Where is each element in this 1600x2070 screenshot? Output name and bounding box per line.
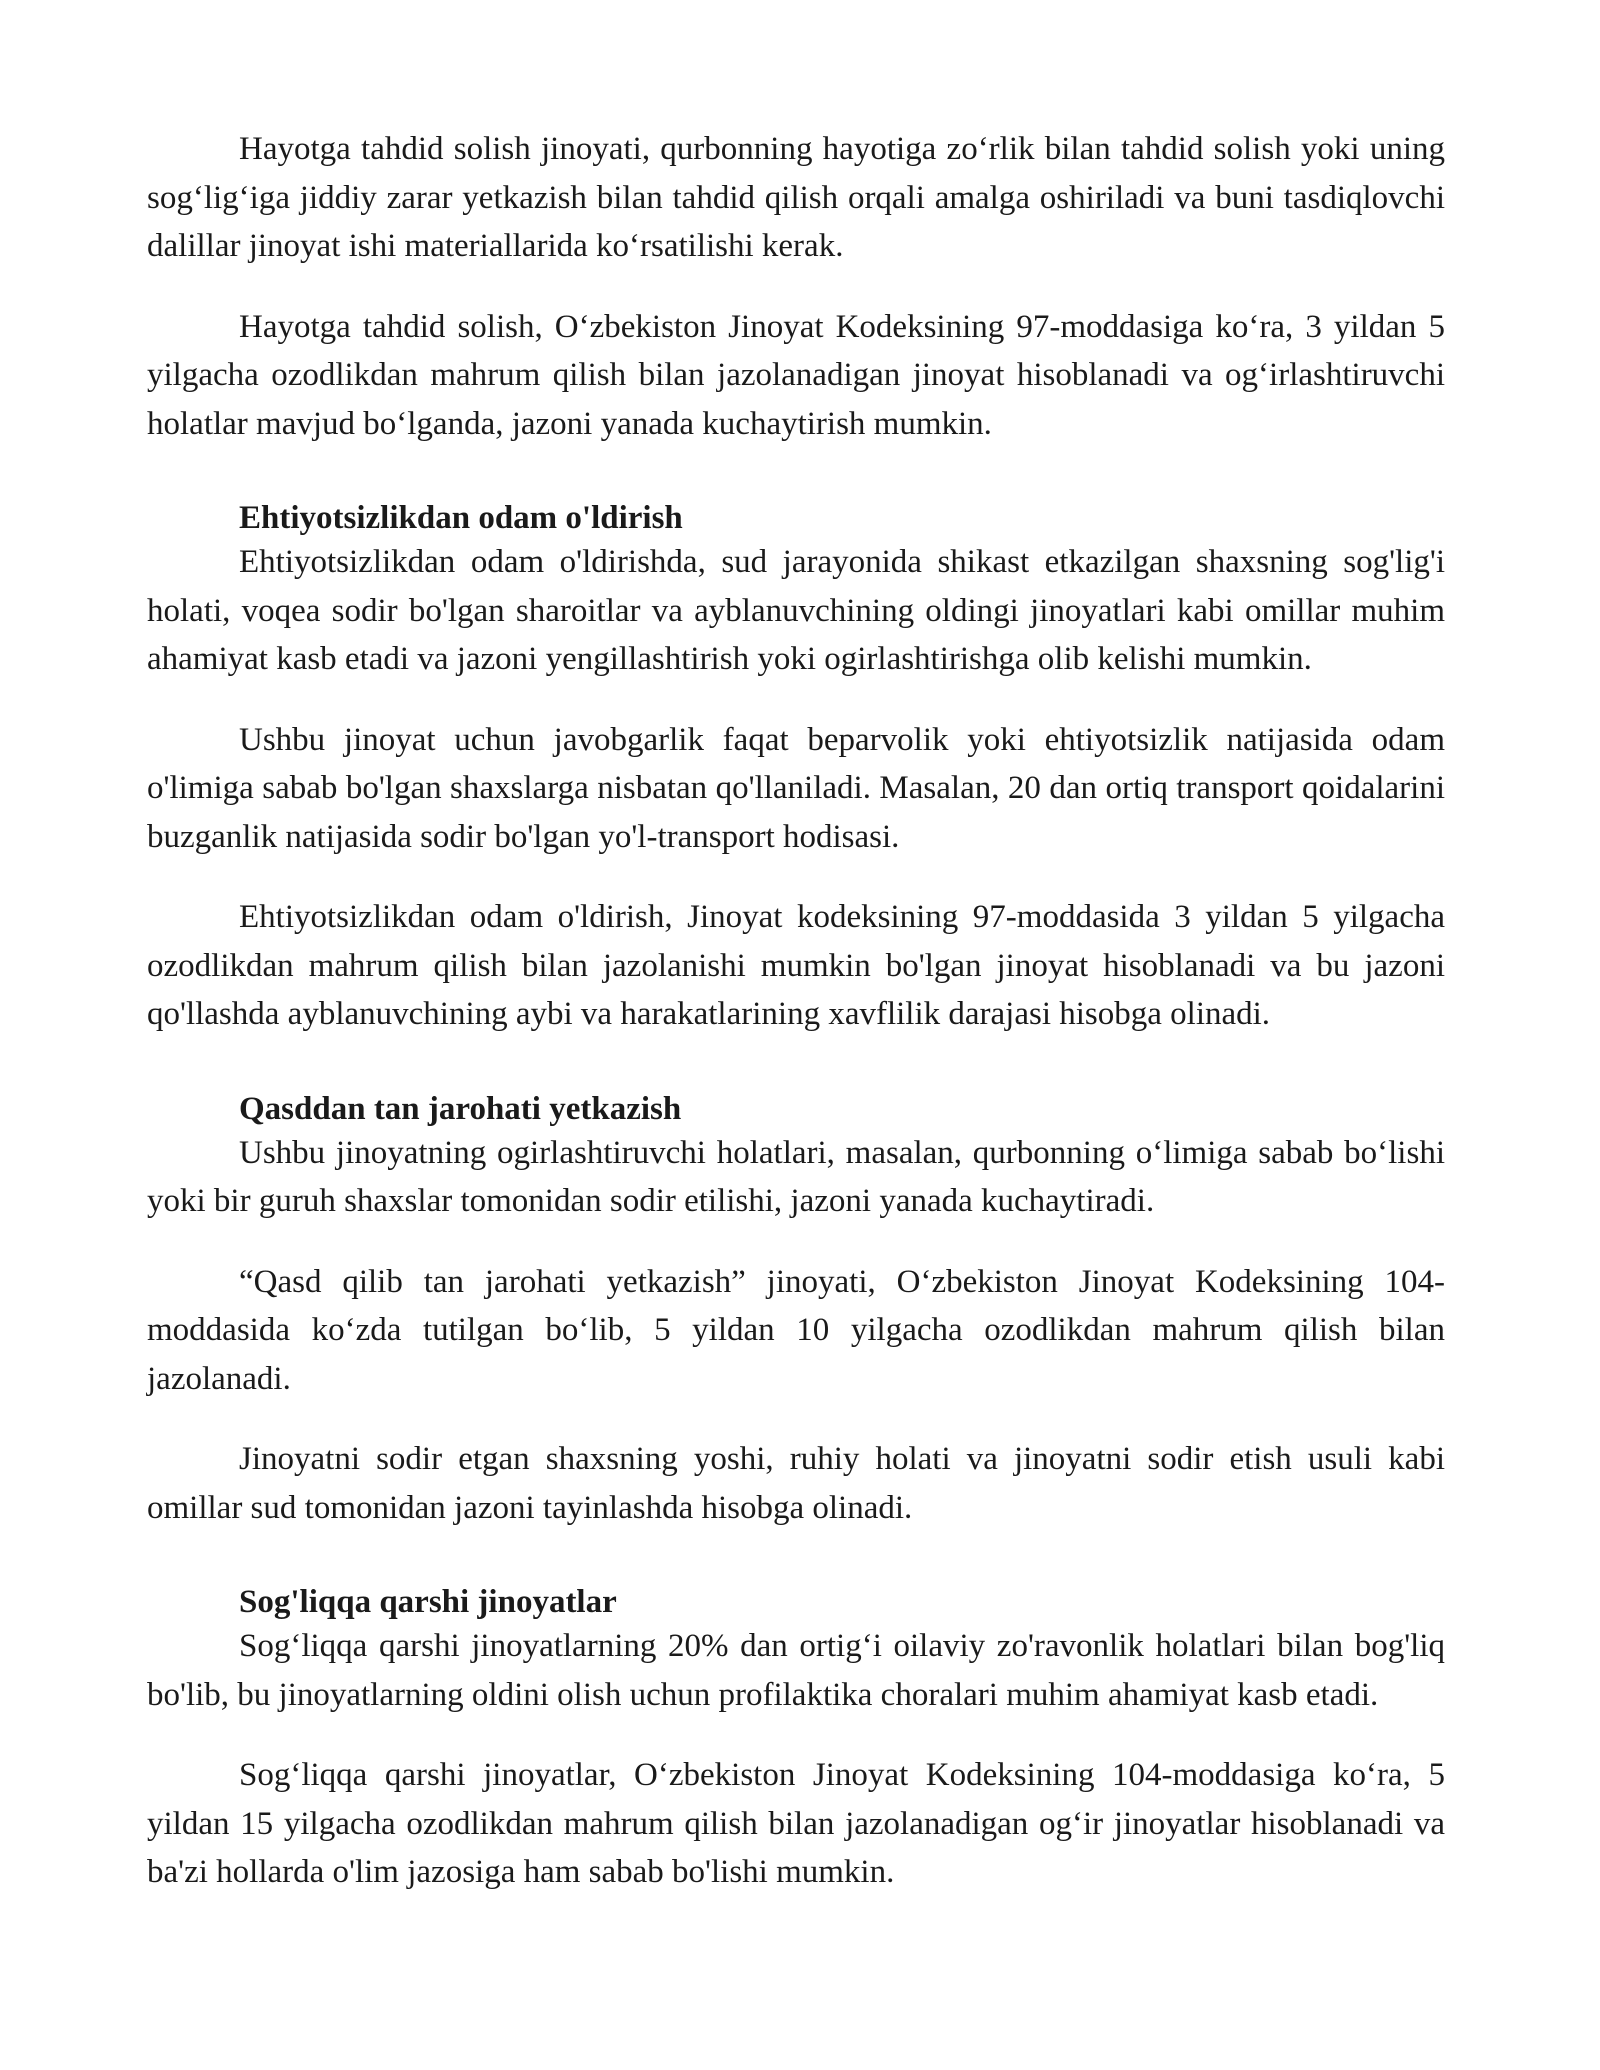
section-heading: Sog'liqqa qarshi jinoyatlar — [239, 1584, 617, 1620]
paragraph: Hayotga tahdid solish jinoyati, qurbonning hayotiga zo‘rlik bilan tahdid solish yoki uning sog‘lig‘iga jiddiy zarar yetkazish bilan tahdid qilish orqali amalga oshiriladi va buni tasdiqlovchi dalillar jinoyat ishi materiallarida ko‘rsatilishi kerak. — [147, 131, 1445, 264]
paragraph: Ehtiyotsizlikdan odam o'ldirishda, sud jarayonida shikast etkazilgan shaxsning sog'lig'i holati, voqea sodir bo'lgan sharoitlar va ayblanuvchining oldingi jinoyatlari kabi omillar muhim ahamiyat kasb etadi va jazoni yengillashtirish yoki ogirlashtirishga olib kelishi mumkin. — [147, 544, 1445, 677]
paragraph: “Qasd qilib tan jarohati yetkazish” jinoyati, O‘zbekiston Jinoyat Kodeksining 104-moddasida ko‘zda tutilgan bo‘lib, 5 yildan 10 yilgacha ozodlikdan mahrum qilish bilan jazolanadi. — [147, 1263, 1445, 1397]
paragraph: Ushbu jinoyatning ogirlashtiruvchi holatlari, masalan, qurbonning o‘limiga sabab bo‘lishi yoki bir guruh shaxslar tomonidan sodir etilishi, jazoni yanada kuchaytiradi. — [147, 1134, 1445, 1219]
paragraph: Ehtiyotsizlikdan odam o'ldirish, Jinoyat kodeksining 97-moddasida 3 yildan 5 yilgacha ozodlikdan mahrum qilish bilan jazolanishi mumkin bo'lgan jinoyat hisoblanadi va bu jazoni qo'llashda ayblanuvchining aybi va harakatlarining xavflilik darajasi hisobga olinadi. — [147, 899, 1445, 1032]
section-heading: Qasddan tan jarohati yetkazish — [239, 1090, 682, 1127]
paragraph: Sog‘liqqa qarshi jinoyatlar, O‘zbekiston Jinoyat Kodeksining 104-moddasiga ko‘ra, 5 yildan 15 yilgacha ozodlikdan mahrum qilish bilan jazolanadigan og‘ir jinoyatlar hisoblanadi va ba'zi hollarda o'lim jazosiga ham sabab bo'lishi mumkin. — [147, 1757, 1445, 1890]
paragraph: Ushbu jinoyat uchun javobgarlik faqat beparvolik yoki ehtiyotsizlik natijasida odam o'limiga sabab bo'lgan shaxslarga nisbatan qo'llaniladi. Masalan, 20 dan ortiq transport qoidalarini buzganlik natijasida sodir bo'lgan yo'l-transport hodisasi. — [147, 721, 1445, 855]
document-body — [147, 125, 1445, 1929]
paragraph: Sog‘liqqa qarshi jinoyatlarning 20% dan ortig‘i oilaviy zo'ravonlik holatlari bilan bog'liq bo'lib, bu jinoyatlarning oldini olish uchun profilaktika choralari muhim ahamiyat kasb etadi. — [147, 1628, 1445, 1713]
paragraph: Hayotga tahdid solish, O‘zbekiston Jinoyat Kodeksining 97-moddasiga ko‘ra, 3 yildan 5 yilgacha ozodlikdan mahrum qilish bilan jazolanadigan jinoyat hisoblanadi va og‘irlashtiruvchi holatlar mavjud bo‘lganda, jazoni yanada kuchaytirish mumkin. — [147, 308, 1445, 442]
paragraph: Jinoyatni sodir etgan shaxsning yoshi, ruhiy holati va jinoyatni sodir etish usuli kabi omillar sud tomonidan jazoni tayinlashda hisobga olinadi. — [147, 1441, 1445, 1526]
section-heading: Ehtiyotsizlikdan odam o'ldirish — [239, 500, 683, 536]
